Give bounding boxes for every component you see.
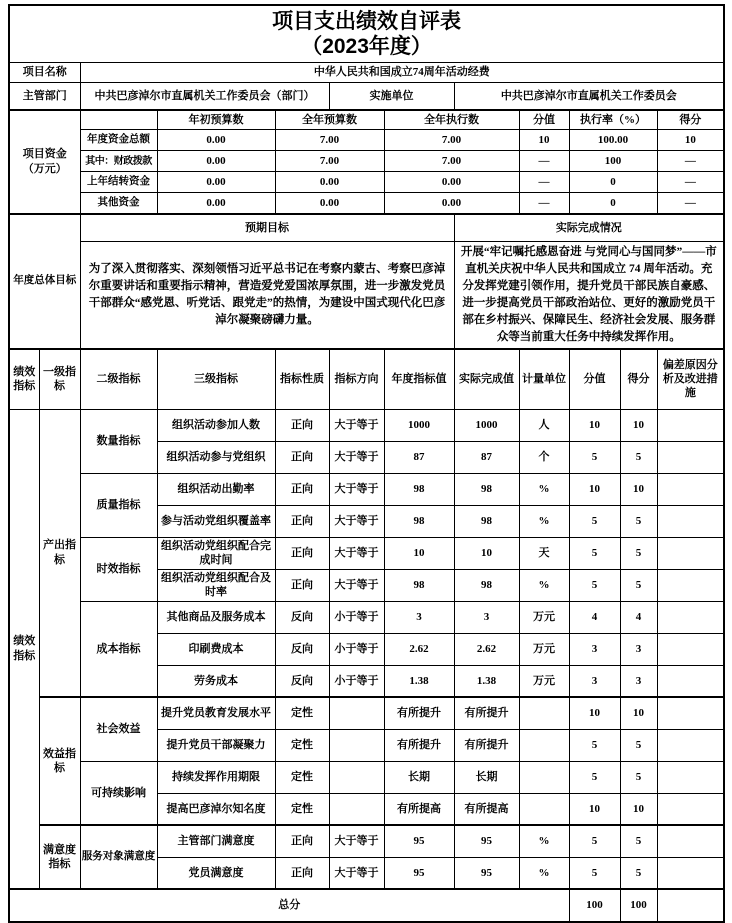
total-score: 100: [620, 889, 657, 922]
funding-initial: 0.00: [157, 151, 275, 172]
weight-cell: 3: [569, 633, 620, 665]
weight-cell: 4: [569, 601, 620, 633]
funding-header-executed: 全年执行数: [384, 110, 519, 130]
score-cell: 5: [620, 857, 657, 889]
score-cell: 5: [620, 761, 657, 793]
level3-cell: 组织活动参加人数: [157, 409, 275, 441]
deviation-cell: [657, 793, 724, 825]
nature-cell: 定性: [275, 729, 329, 761]
indicator-row: [9, 601, 724, 633]
implementing-unit-value: 中共巴彦淖尔市直属机关工作委员会: [454, 83, 724, 110]
funding-row-fiscal: [9, 151, 724, 172]
title-line1: 项目支出绩效自评表: [272, 10, 462, 33]
weight-cell: 5: [569, 761, 620, 793]
funding-empty-cell: [80, 110, 157, 130]
actual-cell: 87: [454, 441, 519, 473]
funding-row-label: 其他资金: [80, 193, 157, 214]
funding-row-total: [9, 130, 724, 151]
target-cell: 长期: [384, 761, 454, 793]
level3-cell: 组织活动出勤率: [157, 473, 275, 505]
funding-score: —: [657, 172, 724, 193]
total-label: 总分: [9, 889, 569, 922]
actual-cell: 有所提升: [454, 697, 519, 729]
weight-cell: 5: [569, 537, 620, 569]
indicator-row: [9, 825, 724, 857]
unit-cell: 天: [519, 537, 569, 569]
weight-cell: 10: [569, 409, 620, 441]
funding-annual: 7.00: [275, 151, 384, 172]
department-row: [9, 83, 724, 110]
deviation-cell: [657, 569, 724, 601]
score-cell: 3: [620, 665, 657, 697]
level3-cell: 提高巴彦淖尔知名度: [157, 793, 275, 825]
deviation-cell: [657, 473, 724, 505]
indicator-header-cell: 指标方向: [329, 349, 384, 409]
deviation-cell: [657, 761, 724, 793]
level1-satisfaction: 满意度指标: [39, 825, 80, 889]
level2-quality: 质量指标: [80, 473, 157, 537]
deviation-cell: [657, 601, 724, 633]
target-cell: 有所提高: [384, 793, 454, 825]
direction-cell: 大于等于: [329, 857, 384, 889]
target-cell: 95: [384, 825, 454, 857]
funding-header-row: [9, 110, 724, 130]
funding-score: 10: [657, 130, 724, 151]
unit-cell: [519, 761, 569, 793]
nature-cell: 正向: [275, 473, 329, 505]
indicator-header-cell: 绩效指标: [9, 349, 39, 409]
deviation-cell: [657, 441, 724, 473]
actual-cell: 10: [454, 537, 519, 569]
indicator-row: [9, 761, 724, 793]
level2-timeliness: 时效指标: [80, 537, 157, 601]
goal-text-row: [9, 242, 724, 350]
score-cell: 5: [620, 569, 657, 601]
unit-cell: %: [519, 857, 569, 889]
unit-cell: 万元: [519, 633, 569, 665]
performance-indicator-col-label: 绩效指标: [9, 409, 39, 889]
funding-score: —: [657, 193, 724, 214]
funding-row-carryover: [9, 172, 724, 193]
nature-cell: 正向: [275, 537, 329, 569]
nature-cell: 反向: [275, 601, 329, 633]
indicator-header-cell: 一级指标: [39, 349, 80, 409]
level1-benefit: 效益指标: [39, 697, 80, 825]
actual-cell: 98: [454, 473, 519, 505]
funding-header-annual: 全年预算数: [275, 110, 384, 130]
level3-cell: 提升党员干部凝聚力: [157, 729, 275, 761]
actual-cell: 98: [454, 569, 519, 601]
funding-weight: —: [519, 172, 569, 193]
score-cell: 10: [620, 473, 657, 505]
funding-header-rate: 执行率（%）: [569, 110, 657, 130]
unit-cell: 万元: [519, 601, 569, 633]
funding-executed: 0.00: [384, 172, 519, 193]
direction-cell: [329, 793, 384, 825]
indicator-row: [9, 697, 724, 729]
target-cell: 95: [384, 857, 454, 889]
nature-cell: 正向: [275, 569, 329, 601]
nature-cell: 正向: [275, 825, 329, 857]
deviation-cell: [657, 825, 724, 857]
deviation-cell: [657, 697, 724, 729]
funding-header-weight: 分值: [519, 110, 569, 130]
score-cell: 5: [620, 441, 657, 473]
funding-executed: 7.00: [384, 130, 519, 151]
level2-social: 社会效益: [80, 697, 157, 761]
project-name-value: 中华人民共和国成立74周年活动经费: [80, 63, 724, 83]
nature-cell: 反向: [275, 665, 329, 697]
level2-service-satisfaction: 服务对象满意度: [80, 825, 157, 889]
weight-cell: 5: [569, 825, 620, 857]
funding-annual: 7.00: [275, 130, 384, 151]
funding-initial: 0.00: [157, 172, 275, 193]
funding-row-label: 其中：财政拨款: [80, 151, 157, 172]
weight-cell: 5: [569, 857, 620, 889]
expected-goal-header: 预期目标: [80, 214, 454, 242]
weight-cell: 5: [569, 729, 620, 761]
project-name-row: [9, 63, 724, 83]
level3-cell: 组织活动参与党组织: [157, 441, 275, 473]
funding-executed: 0.00: [384, 193, 519, 214]
deviation-cell: [657, 505, 724, 537]
weight-cell: 10: [569, 793, 620, 825]
funding-rate: 0: [569, 172, 657, 193]
expected-goal-text: 为了深入贯彻落实、深刻领悟习近平总书记在考察内蒙古、考察巴彦淖尔重要讲话和重要指示精神，营造爱党爱国浓厚氛围，进一步激发党员干部群众“感党恩、听党话、跟党走”的热情，为建设中国式现代化巴彦淖尔凝聚磅礴力量。: [80, 242, 454, 350]
level1-output: 产出指标: [39, 409, 80, 697]
funding-rate: 100.00: [569, 130, 657, 151]
actual-completion-text: 开展“牢记嘱托感恩奋进 与党同心与国同梦”——市直机关庆祝中华人民共和国成立 74 周年活动。充分发挥党建引领作用，提升党员干部民族自豪感、进一步提高党员干部政治站位、更好的激励党员干部在乡村振兴、保障民生、经济社会发展、服务群众等当前重大任务中持续发挥作用。: [454, 242, 724, 350]
score-cell: 3: [620, 633, 657, 665]
unit-cell: %: [519, 473, 569, 505]
funding-group-label: 项目资金（万元）: [9, 110, 80, 214]
indicator-header-cell: 偏差原因分析及改进措施: [657, 349, 724, 409]
target-cell: 10: [384, 537, 454, 569]
funding-rate: 100: [569, 151, 657, 172]
level3-cell: 其他商品及服务成本: [157, 601, 275, 633]
funding-row-label: 年度资金总额: [80, 130, 157, 151]
funding-initial: 0.00: [157, 193, 275, 214]
weight-cell: 5: [569, 505, 620, 537]
score-cell: 5: [620, 537, 657, 569]
actual-cell: 3: [454, 601, 519, 633]
target-cell: 87: [384, 441, 454, 473]
implementing-unit-label: 实施单位: [329, 83, 454, 110]
unit-cell: %: [519, 505, 569, 537]
weight-cell: 3: [569, 665, 620, 697]
funding-row-other: [9, 193, 724, 214]
nature-cell: 正向: [275, 505, 329, 537]
funding-rate: 0: [569, 193, 657, 214]
unit-cell: [519, 697, 569, 729]
target-cell: 98: [384, 473, 454, 505]
weight-cell: 10: [569, 697, 620, 729]
target-cell: 有所提升: [384, 697, 454, 729]
funding-header-initial: 年初预算数: [157, 110, 275, 130]
document-title: [9, 5, 724, 63]
level2-quantity: 数量指标: [80, 409, 157, 473]
level3-cell: 持续发挥作用期限: [157, 761, 275, 793]
total-row: [9, 889, 724, 922]
actual-cell: 有所提升: [454, 729, 519, 761]
department-label: 主管部门: [9, 83, 80, 110]
unit-cell: %: [519, 569, 569, 601]
unit-cell: 人: [519, 409, 569, 441]
level3-cell: 劳务成本: [157, 665, 275, 697]
target-cell: 98: [384, 569, 454, 601]
deviation-cell: [657, 729, 724, 761]
indicator-header-cell: 分值: [569, 349, 620, 409]
unit-cell: 个: [519, 441, 569, 473]
indicator-header-cell: 三级指标: [157, 349, 275, 409]
direction-cell: 小于等于: [329, 633, 384, 665]
title-row: [9, 5, 724, 63]
actual-completion-header: 实际完成情况: [454, 214, 724, 242]
level3-cell: 党员满意度: [157, 857, 275, 889]
deviation-cell: [657, 857, 724, 889]
target-cell: 98: [384, 505, 454, 537]
indicator-header-cell: 二级指标: [80, 349, 157, 409]
level3-cell: 参与活动党组织覆盖率: [157, 505, 275, 537]
indicator-header-cell: 指标性质: [275, 349, 329, 409]
nature-cell: 正向: [275, 441, 329, 473]
level3-cell: 组织活动党组织配合及时率: [157, 569, 275, 601]
weight-cell: 5: [569, 569, 620, 601]
indicator-header-cell: 实际完成值: [454, 349, 519, 409]
funding-weight: —: [519, 193, 569, 214]
evaluation-table: [8, 4, 725, 923]
direction-cell: 大于等于: [329, 569, 384, 601]
actual-cell: 有所提高: [454, 793, 519, 825]
score-cell: 10: [620, 793, 657, 825]
level3-cell: 提升党员教育发展水平: [157, 697, 275, 729]
direction-cell: [329, 697, 384, 729]
score-cell: 5: [620, 505, 657, 537]
weight-cell: 5: [569, 441, 620, 473]
target-cell: 有所提升: [384, 729, 454, 761]
deviation-cell: [657, 537, 724, 569]
actual-cell: 1.38: [454, 665, 519, 697]
level2-sustainability: 可持续影响: [80, 761, 157, 825]
actual-cell: 2.62: [454, 633, 519, 665]
score-cell: 4: [620, 601, 657, 633]
indicator-row: [9, 473, 724, 505]
unit-cell: %: [519, 825, 569, 857]
target-cell: 1000: [384, 409, 454, 441]
funding-score: —: [657, 151, 724, 172]
funding-executed: 7.00: [384, 151, 519, 172]
nature-cell: 定性: [275, 697, 329, 729]
title-line2: （2023年度）: [301, 35, 432, 58]
nature-cell: 定性: [275, 761, 329, 793]
funding-header-score: 得分: [657, 110, 724, 130]
unit-cell: [519, 793, 569, 825]
funding-annual: 0.00: [275, 172, 384, 193]
direction-cell: 大于等于: [329, 409, 384, 441]
deviation-cell: [657, 665, 724, 697]
nature-cell: 反向: [275, 633, 329, 665]
funding-annual: 0.00: [275, 193, 384, 214]
direction-cell: 大于等于: [329, 825, 384, 857]
direction-cell: [329, 729, 384, 761]
indicator-header-cell: 年度指标值: [384, 349, 454, 409]
funding-row-label: 上年结转资金: [80, 172, 157, 193]
actual-cell: 1000: [454, 409, 519, 441]
total-weight: 100: [569, 889, 620, 922]
target-cell: 3: [384, 601, 454, 633]
unit-cell: 万元: [519, 665, 569, 697]
performance-evaluation-sheet: [8, 4, 732, 923]
actual-cell: 长期: [454, 761, 519, 793]
indicator-row: [9, 409, 724, 441]
target-cell: 2.62: [384, 633, 454, 665]
nature-cell: 定性: [275, 793, 329, 825]
goal-header-row: [9, 214, 724, 242]
direction-cell: 小于等于: [329, 665, 384, 697]
direction-cell: [329, 761, 384, 793]
indicator-header-row: [9, 349, 724, 409]
indicator-header-cell: 计量单位: [519, 349, 569, 409]
total-deviation-cell: [657, 889, 724, 922]
weight-cell: 10: [569, 473, 620, 505]
level2-cost: 成本指标: [80, 601, 157, 697]
annual-goal-label: 年度总体目标: [9, 214, 80, 350]
unit-cell: [519, 729, 569, 761]
level3-cell: 印刷费成本: [157, 633, 275, 665]
indicator-header-cell: 得分: [620, 349, 657, 409]
level3-cell: 组织活动党组织配合完成时间: [157, 537, 275, 569]
actual-cell: 95: [454, 857, 519, 889]
funding-weight: 10: [519, 130, 569, 151]
direction-cell: 大于等于: [329, 441, 384, 473]
nature-cell: 正向: [275, 857, 329, 889]
direction-cell: 大于等于: [329, 537, 384, 569]
nature-cell: 正向: [275, 409, 329, 441]
target-cell: 1.38: [384, 665, 454, 697]
score-cell: 10: [620, 697, 657, 729]
department-value: 中共巴彦淖尔市直属机关工作委员会（部门）: [80, 83, 329, 110]
direction-cell: 小于等于: [329, 601, 384, 633]
funding-initial: 0.00: [157, 130, 275, 151]
score-cell: 5: [620, 825, 657, 857]
funding-weight: —: [519, 151, 569, 172]
actual-cell: 95: [454, 825, 519, 857]
direction-cell: 大于等于: [329, 473, 384, 505]
actual-cell: 98: [454, 505, 519, 537]
level3-cell: 主管部门满意度: [157, 825, 275, 857]
score-cell: 5: [620, 729, 657, 761]
direction-cell: 大于等于: [329, 505, 384, 537]
deviation-cell: [657, 409, 724, 441]
score-cell: 10: [620, 409, 657, 441]
project-name-label: 项目名称: [9, 63, 80, 83]
indicator-row: [9, 537, 724, 569]
deviation-cell: [657, 633, 724, 665]
